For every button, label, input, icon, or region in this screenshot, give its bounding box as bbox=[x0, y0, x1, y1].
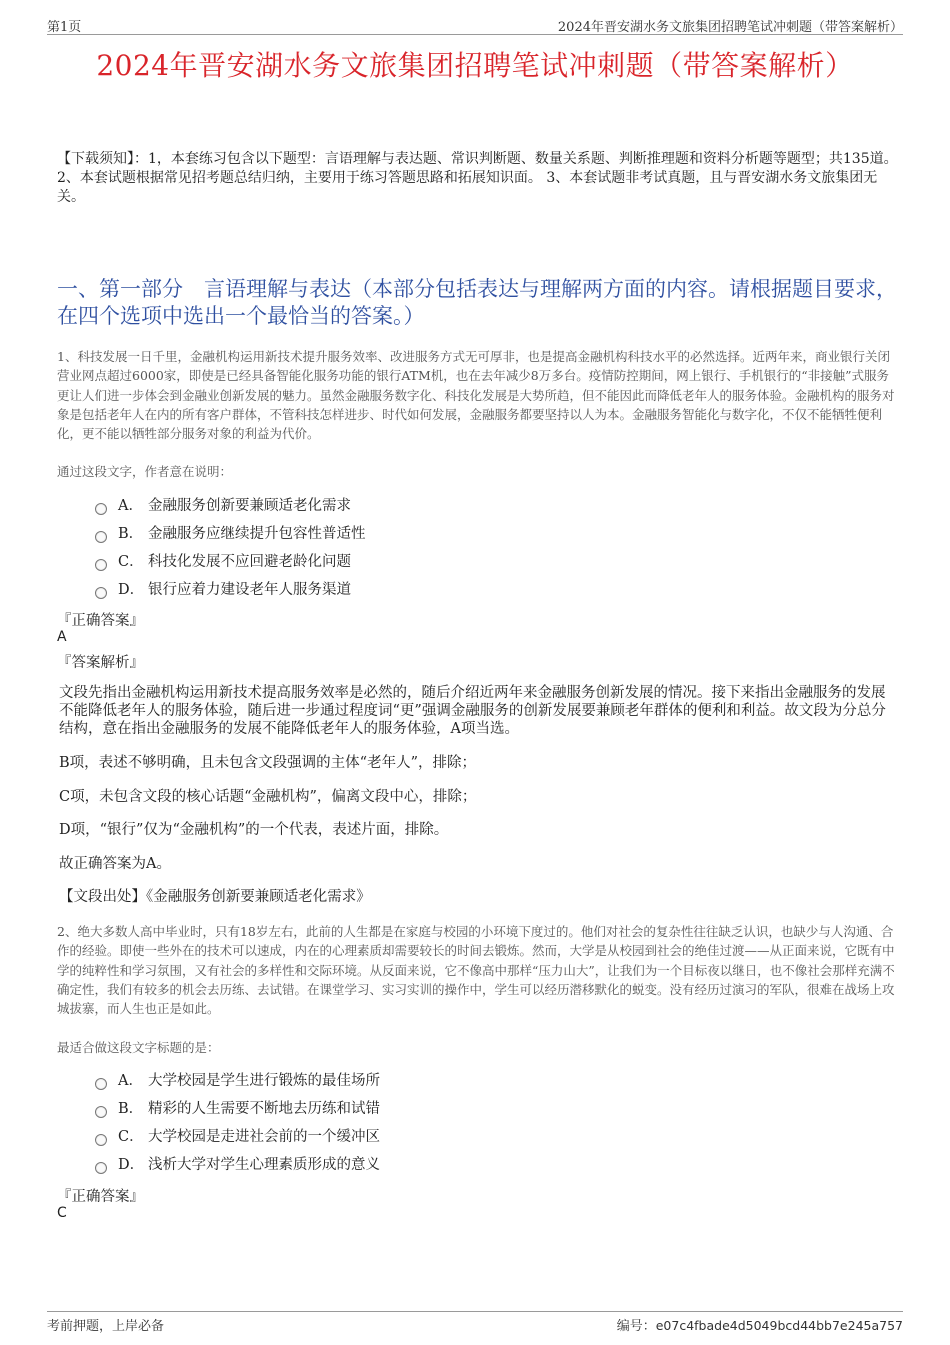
question-2-options bbox=[95, 1067, 380, 1179]
header-doc-title: 2024年晋安湖水务文旅集团招聘笔试冲刺题（带答案解析） bbox=[557, 20, 903, 35]
radio-icon[interactable] bbox=[95, 531, 107, 543]
question-1-text: 1、科技发展一日千里，金融机构运用新技术提升服务效率、改进服务方式无可厚非，也是提高金融机构科技水平的必然选择。近两年来，商业银行关闭营业网点超过6000家，即使是已经具备智能化服务功能的银行ATM机，也在去年减少8万多台。疫情防控期间，网上银行、手机银行的“非接触”式服务更让人们进一步体会到金融业创新发展的魅力。虽然金融服务数字化、科技化发展是大势所趋，但不能因此而降低老年人的服务体验。金融机构的服务对象是包括老年人在内的所有客户群体，不管科技怎样进步、时代如何发展，金融服务都要坚持以人为本。金融服务智能化与数字化，不仅不能牺牲便利化，更不能以牺牲部分服务对象的利益为代价。 bbox=[57, 349, 895, 442]
answer-value: A bbox=[57, 629, 67, 645]
question-1-prompt: 通过这段文字，作者意在说明： bbox=[57, 464, 233, 479]
answer-value: C bbox=[57, 1205, 67, 1221]
analysis-source: 【文段出处】《金融服务创新要兼顾适老化需求》 bbox=[59, 889, 371, 905]
option-d[interactable]: D． 浅析大学对学生心理素质形成的意义 bbox=[95, 1151, 380, 1179]
radio-icon[interactable] bbox=[95, 559, 107, 571]
analysis-line-b: B项，表述不够明确，且未包含文段强调的主体“老年人”，排除； bbox=[59, 755, 476, 771]
analysis-line-d: D项，“银行”仅为“金融机构”的一个代表，表述片面，排除。 bbox=[59, 822, 449, 838]
download-notice: 【下载须知】：1，本套练习包含以下题型：言语理解与表达题、常识判断题、数量关系题、判断推理题和资料分析题等题型；共135道。 2、本套试题根据常见招考题总结归纳，主要用于练习答题思路和拓展知识面。 3、本套试题非考试真题，且与晋安湖水务文旅集团无关。 bbox=[57, 151, 898, 205]
radio-icon[interactable] bbox=[95, 1106, 107, 1118]
footer-code: 编号：e07c4fbade4d5049bcd44bb7e245a757 bbox=[616, 1318, 903, 1334]
page-header bbox=[47, 14, 903, 35]
question-2-prompt: 最适合做这段文字标题的是： bbox=[57, 1040, 220, 1055]
question-1-options bbox=[95, 492, 366, 604]
option-a[interactable]: A． 金融服务创新要兼顾适老化需求 bbox=[95, 492, 366, 520]
footer-slogan: 考前押题，上岸必备 bbox=[47, 1319, 165, 1334]
radio-icon[interactable] bbox=[95, 1134, 107, 1146]
answer-label: 『正确答案』 bbox=[57, 613, 144, 629]
answer-label: 『正确答案』 bbox=[57, 1189, 144, 1205]
option-b[interactable]: B． 精彩的人生需要不断地去历练和试错 bbox=[95, 1095, 380, 1123]
radio-icon[interactable] bbox=[95, 503, 107, 515]
document-title: 2024年晋安湖水务文旅集团招聘笔试冲刺题（带答案解析） bbox=[96, 49, 854, 82]
section-title: 一、第一部分 言语理解与表达（本部分包括表达与理解两方面的内容。请根据题目要求，在四个选项中选出一个最恰当的答案。） bbox=[57, 277, 897, 328]
option-d[interactable]: D． 银行应着力建设老年人服务渠道 bbox=[95, 576, 366, 604]
option-c[interactable]: C． 大学校园是走进社会前的一个缓冲区 bbox=[95, 1123, 380, 1151]
option-c[interactable]: C． 科技化发展不应回避老龄化问题 bbox=[95, 548, 366, 576]
radio-icon[interactable] bbox=[95, 1162, 107, 1174]
question-2-text: 2、绝大多数人高中毕业时，只有18岁左右，此前的人生都是在家庭与校园的小环境下度过的。他们对社会的复杂性往往缺乏认识，也缺少与人沟通、合作的经验。即使一些外在的技术可以速成，内在的心理素质却需要较长的时间去锻炼。然而，大学是从校园到社会的绝佳过渡——从正面来说，它既有中学的纯粹性和学习氛围，又有社会的多样性和交际环境。从反面来说，它不像高中那样“压力山大”，让我们为一个目标夜以继日，也不像社会那样充满不确定性，我们有较多的机会去历练、去试错。在课堂学习、实习实训的操作中，学生可以经历潜移默化的蜕变。没有经历过演习的军队，很难在战场上攻城拔寨，而人生也正是如此。 bbox=[57, 924, 895, 1017]
page-number: 第1页 bbox=[47, 20, 82, 35]
radio-icon[interactable] bbox=[95, 587, 107, 599]
analysis-paragraph: 文段先指出金融机构运用新技术提高服务效率是必然的，随后介绍近两年来金融服务创新发展的情况。接下来指出金融服务的发展不能降低老年人的服务体验，随后进一步通过程度词“更”强调金融服务的创新发展要兼顾老年群体的便利和利益。故文段为分总分结构，意在指出金融服务的发展不能降低老年人的服务体验，A项当选。 bbox=[59, 685, 886, 737]
option-a[interactable]: A． 大学校园是学生进行锻炼的最佳场所 bbox=[95, 1067, 380, 1095]
analysis-line-c: C项，未包含文段的核心话题“金融机构”，偏离文段中心，排除； bbox=[59, 789, 477, 805]
option-b[interactable]: B． 金融服务应继续提升包容性普适性 bbox=[95, 520, 366, 548]
radio-icon[interactable] bbox=[95, 1078, 107, 1090]
page-footer bbox=[47, 1311, 903, 1334]
analysis-conclusion: 故正确答案为A。 bbox=[59, 856, 171, 872]
analysis-label: 『答案解析』 bbox=[57, 655, 144, 671]
